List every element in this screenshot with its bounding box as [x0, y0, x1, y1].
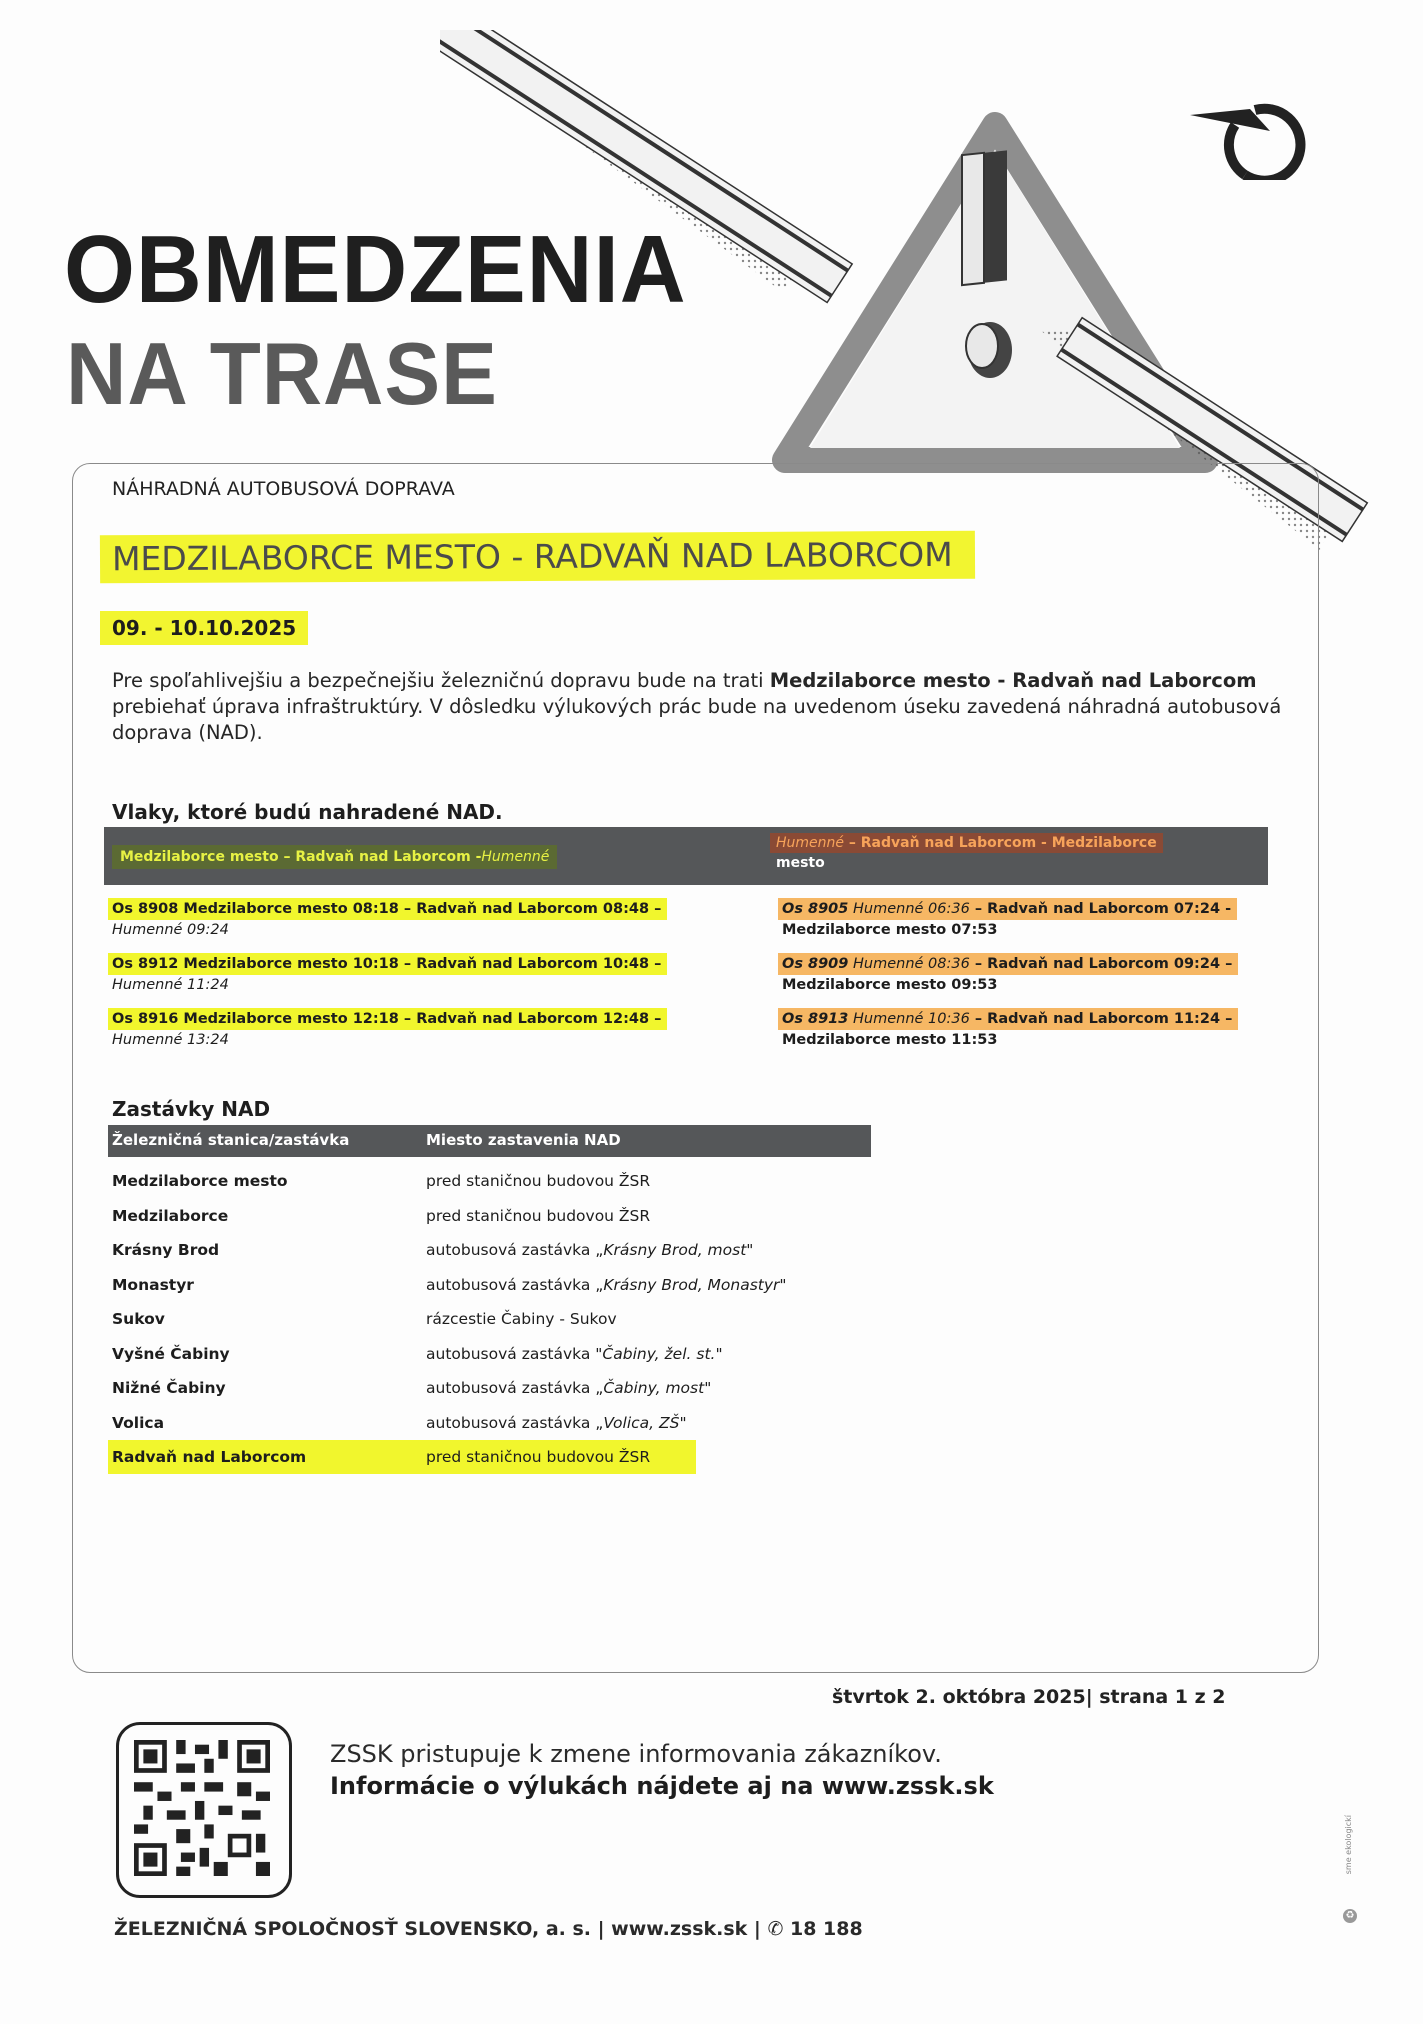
train-row [108, 898, 667, 940]
train-end: Medzilaborce mesto 07:53 [782, 922, 998, 938]
train-row [778, 898, 1237, 940]
train-row [778, 953, 1238, 995]
stop-station: Monastyr [112, 1275, 194, 1294]
trains-header-direction-2 [770, 833, 1163, 873]
stops-col-place: Miesto zastavenia NAD [426, 1131, 621, 1149]
stop-row [108, 1406, 808, 1440]
stop-row [108, 1233, 808, 1267]
train-via: – Radvaň nad Laborcom 11:24 – [969, 1011, 1233, 1027]
stop-place-text: autobusová zastávka „ [426, 1379, 604, 1397]
stop-place-quote: " [679, 1413, 687, 1432]
train-from: Humenné 10:36 [848, 1011, 970, 1027]
stop-row [108, 1337, 808, 1371]
stop-row [108, 1371, 808, 1405]
stop-place [426, 1302, 617, 1336]
qr-code-icon[interactable] [134, 1740, 270, 1876]
train-from: Humenné 08:36 [848, 956, 970, 972]
route-title: MEDZILABORCE MESTO - RADVAŇ NAD LABORCOM [100, 531, 975, 584]
train-from: Humenné 06:36 [848, 901, 970, 917]
date-page-info: štvrtok 2. októbra 2025| strana 1 z 2 [832, 1686, 1226, 1708]
eco-label: sme ekologickí [1344, 1815, 1353, 1875]
page-title-line2: NA TRASE [66, 324, 498, 423]
stop-station: Medzilaborce mesto [112, 1172, 288, 1190]
train-main: Os 8916 Medzilaborce mesto 12:18 – Radvaň nad Laborcom 12:48 – [108, 1008, 667, 1030]
stop-place [426, 1406, 687, 1440]
train-end: Humenné 13:24 [112, 1032, 229, 1048]
stop-place-text: rázcestie Čabiny - Sukov [426, 1310, 617, 1328]
notice-kicker: NÁHRADNÁ AUTOBUSOVÁ DOPRAVA [112, 478, 455, 500]
intro-text: Pre spoľahlivejšiu a bezpečnejšiu železničnú dopravu bude na trati [112, 669, 770, 692]
zssk-info-line2: Informácie o výlukách nájdete aj na www.zssk.sk [330, 1772, 994, 1800]
track-upper [440, 30, 852, 303]
date-range: 09. - 10.10.2025 [100, 611, 308, 645]
stop-place-quote: " [704, 1379, 712, 1397]
trains-header-direction-1 [112, 845, 557, 869]
stop-station: Medzilaborce [112, 1206, 229, 1225]
stop-row [108, 1268, 808, 1302]
direction-2-start: Humenné [776, 835, 845, 851]
stop-station: Vyšné Čabiny [112, 1344, 230, 1363]
intro-text-cont: prebiehať úprava infraštruktúry. V dôsledku výlukových prác bude na uvedenom úseku zavedená náhradná autobusová doprava (NAD). [112, 695, 1282, 744]
stop-place [426, 1233, 753, 1267]
stop-place-quote: " [779, 1275, 787, 1294]
stop-station: Volica [112, 1413, 165, 1432]
train-end: Humenné 11:24 [112, 977, 229, 993]
stop-place-quote: " [746, 1241, 754, 1259]
train-row [108, 953, 667, 995]
stop-row [108, 1440, 696, 1474]
intro-paragraph [112, 668, 1312, 746]
eco-badge [1338, 1815, 1362, 1925]
train-via: – Radvaň nad Laborcom 07:24 - [969, 901, 1232, 917]
train-row [778, 1008, 1238, 1050]
zssk-logo-icon [1190, 95, 1320, 180]
direction-2-text: – Radvaň nad Laborcom - Medzilaborce [844, 835, 1157, 851]
stops-col-station: Železničná stanica/zastávka [112, 1131, 350, 1149]
train-end: Medzilaborce mesto 09:53 [782, 977, 998, 993]
stop-row [108, 1164, 808, 1198]
company-footer: ŽELEZNIČNÁ SPOLOČNOSŤ SLOVENSKO, a. s. | www.zssk.sk | ✆ 18 188 [114, 1918, 863, 1940]
stop-place [426, 1199, 650, 1233]
stop-place-quote: " [715, 1344, 723, 1363]
recycle-icon: ♻ [1343, 1909, 1357, 1923]
stop-place-name: Čabiny, most [603, 1379, 705, 1397]
stop-place [426, 1371, 711, 1405]
train-end: Humenné 09:24 [112, 922, 229, 938]
stop-row [108, 1302, 808, 1336]
stop-place-text: autobusová zastávka " [426, 1344, 603, 1363]
stop-place-text: pred staničnou budovou ŽSR [426, 1206, 651, 1225]
stop-place-text: pred staničnou budovou ŽSR [426, 1172, 651, 1190]
stop-station: Radvaň nad Laborcom [112, 1448, 307, 1466]
stop-place [426, 1268, 787, 1302]
stop-station: Sukov [112, 1310, 165, 1328]
direction-1-text: Medzilaborce mesto – Radvaň nad Laborcom - [120, 849, 482, 865]
zssk-info-line1: ZSSK pristupuje k zmene informovania zákazníkov. [330, 1740, 942, 1768]
train-main: Os 8912 Medzilaborce mesto 10:18 – Radvaň nad Laborcom 10:48 – [108, 953, 667, 975]
stop-row [108, 1199, 808, 1233]
stop-place-text: autobusová zastávka „ [426, 1413, 604, 1432]
train-end: Medzilaborce mesto 11:53 [782, 1032, 998, 1048]
stop-place-name: Čabiny, žel. st. [602, 1344, 716, 1363]
stop-place-text: autobusová zastávka „ [426, 1275, 604, 1294]
stop-place-text: pred staničnou budovou ŽSR [426, 1448, 651, 1466]
train-row [108, 1008, 667, 1050]
stop-place [426, 1337, 723, 1371]
train-number: Os 8909 [782, 956, 849, 972]
stop-station: Nižné Čabiny [112, 1379, 226, 1397]
stops-section-title: Zastávky NAD [112, 1097, 271, 1121]
page-title-line1: OBMEDZENIA [64, 216, 687, 323]
stop-place-name: Krásny Brod, most [603, 1241, 747, 1259]
train-via: – Radvaň nad Laborcom 09:24 – [969, 956, 1233, 972]
direction-1-end: Humenné [481, 849, 550, 865]
stop-place-name: Volica, ZŠ [603, 1413, 680, 1432]
stop-place [426, 1440, 650, 1474]
stop-place [426, 1164, 650, 1198]
stop-place-name: Krásny Brod, Monastyr [603, 1275, 780, 1294]
train-main: Os 8908 Medzilaborce mesto 08:18 – Radvaň nad Laborcom 08:48 – [108, 898, 667, 920]
train-number: Os 8905 [782, 901, 849, 917]
trains-section-title: Vlaky, ktoré budú nahradené NAD. [112, 800, 503, 824]
direction-2-end: mesto [776, 855, 825, 871]
intro-route: Medzilaborce mesto - Radvaň nad Laborcom [769, 669, 1257, 692]
stop-station: Krásny Brod [112, 1241, 220, 1259]
train-number: Os 8913 [782, 1011, 849, 1027]
stop-place-text: autobusová zastávka „ [426, 1241, 604, 1259]
